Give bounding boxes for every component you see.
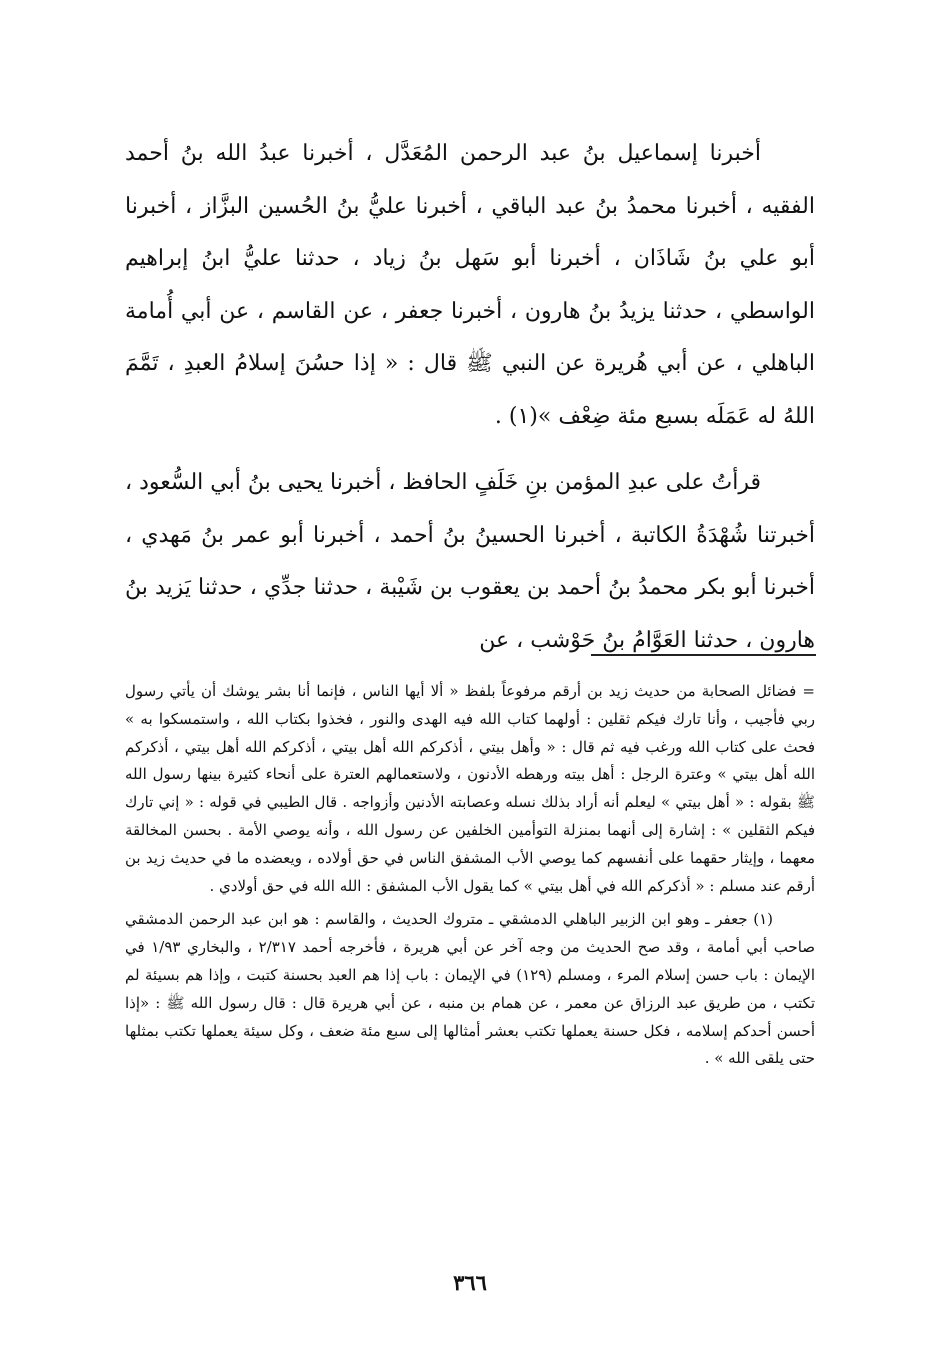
page-number: ٣٦٦ [453,1270,487,1295]
footnote-continued: = فضائل الصحابة من حديث زيد بن أرقم مرفوعاً بلفظ « ألا أيها الناس ، فإنما أنا بشر يوشك أن يأتي رسول ربي فأجيب ، وأنا تارك فيكم ثقلين : أولهما كتاب الله فيه الهدى والنور ، فخذوا بكتاب الله ، واستمسكوا به » فحث على كتاب الله ورغب فيه ثم قال : « وأهل بيتي ، أذكركم الله أهل بيتي ، أذكركم الله أهل بيتي ، أذكركم الله أهل بيتي » وعترة الرجل : أهل بيته ورهطه الأدنون ، ولاستعمالهم العترة على أنحاء كثيرة بينها رسول الله ﷺ بقوله : « أهل بيتي » ليعلم أنه أراد بذلك نسله وعصابته الأدنين وأزواجه . قال الطيبي في قوله : « إني تارك فيكم الثقلين » : إشارة إلى أنهما بمنزلة التوأمين الخلفين عن رسول الله ، وأنه يوصي الأمة . بحسن المخالقة معهما ، وإيثار حقهما على أنفسهم كما يوصي الأب المشفق الناس في حق أولاده ، ويعضده ما في حديث زيد بن أرقم عند مسلم : « أذكركم الله في أهل بيتي » كما يقول الأب المشفق : الله الله في حق أولادي . [125,682,815,895]
footnote-separator [591,654,816,656]
hadith-paragraph-1: أخبرنا إسماعيل بنُ عبد الرحمن المُعَدَّل ، أخبرنا عبدُ الله بنُ أحمد الفقيه ، أخبرنا محمدُ بنُ عبد الباقي ، أخبرنا عليُّ بنُ الحُسين البزَّاز ، أخبرنا أبو علي بنُ شَاذَان ، أخبرنا أبو سَهل بنُ زياد ، حدثنا عليُّ ابنُ إبراهيم الواسطي ، حدثنا يزيدُ بنُ هارون ، أخبرنا جعفر ، عن القاسم ، عن أبي أُمامة الباهلي ، عن أبي هُريرة عن النبي ﷺ قال : « إذا حسُنَ إسلامُ العبدِ ، تَمَّمَ اللهُ له عَمَلَه بسبع مئة ضِعْف »(١) . [125,141,815,429]
main-text [125,128,815,667]
footnote-1: (١) جعفر ـ وهو ابن الزبير الباهلي الدمشقي ـ متروك الحديث ، والقاسم : هو ابن عبد الرحمن الدمشقي صاحب أبي أمامة ، وقد صح الحديث من وجه آخر عن أبي هريرة ، فأخرجه أحمد ٢/٣١٧ ، والبخاري ١/٩٣ في الإيمان : باب حسن إسلام المرء ، ومسلم (١٢٩) في الإيمان : باب إذا هم العبد بحسنة كتبت ، وإذا هم بسيئة لم تكتب ، من طريق عبد الرزاق عن معمر ، عن همام بن منبه ، عن أبي هريرة قال : قال رسول الله ﷺ : «إذا أحسن أحدكم إسلامه ، فكل حسنة يعملها تكتب بعشر أمثالها إلى سبع مئة ضعف ، وكل سيئة يعملها تكتب بمثلها حتى يلقى الله » . [125,910,815,1068]
hadith-paragraph-2: قرأتُ على عبدِ المؤمن بنِ خَلَفٍ الحافظ ، أخبرنا يحيى بنُ أبي السُّعود ، أخبرتنا شُهْدَةُ الكاتبة ، أخبرنا الحسينُ بنُ أحمد ، أخبرنا أبو عمر بنُ مَهدي ، أخبرنا أبو بكر محمدُ بنُ أحمد بن يعقوب بن شَيْبة ، حدثنا جدِّي ، حدثنا يَزيد بنُ هارون ، حدثنا العَوَّامُ بنُ حَوْشب ، عن [124,470,815,653]
footnotes [125,678,815,1073]
